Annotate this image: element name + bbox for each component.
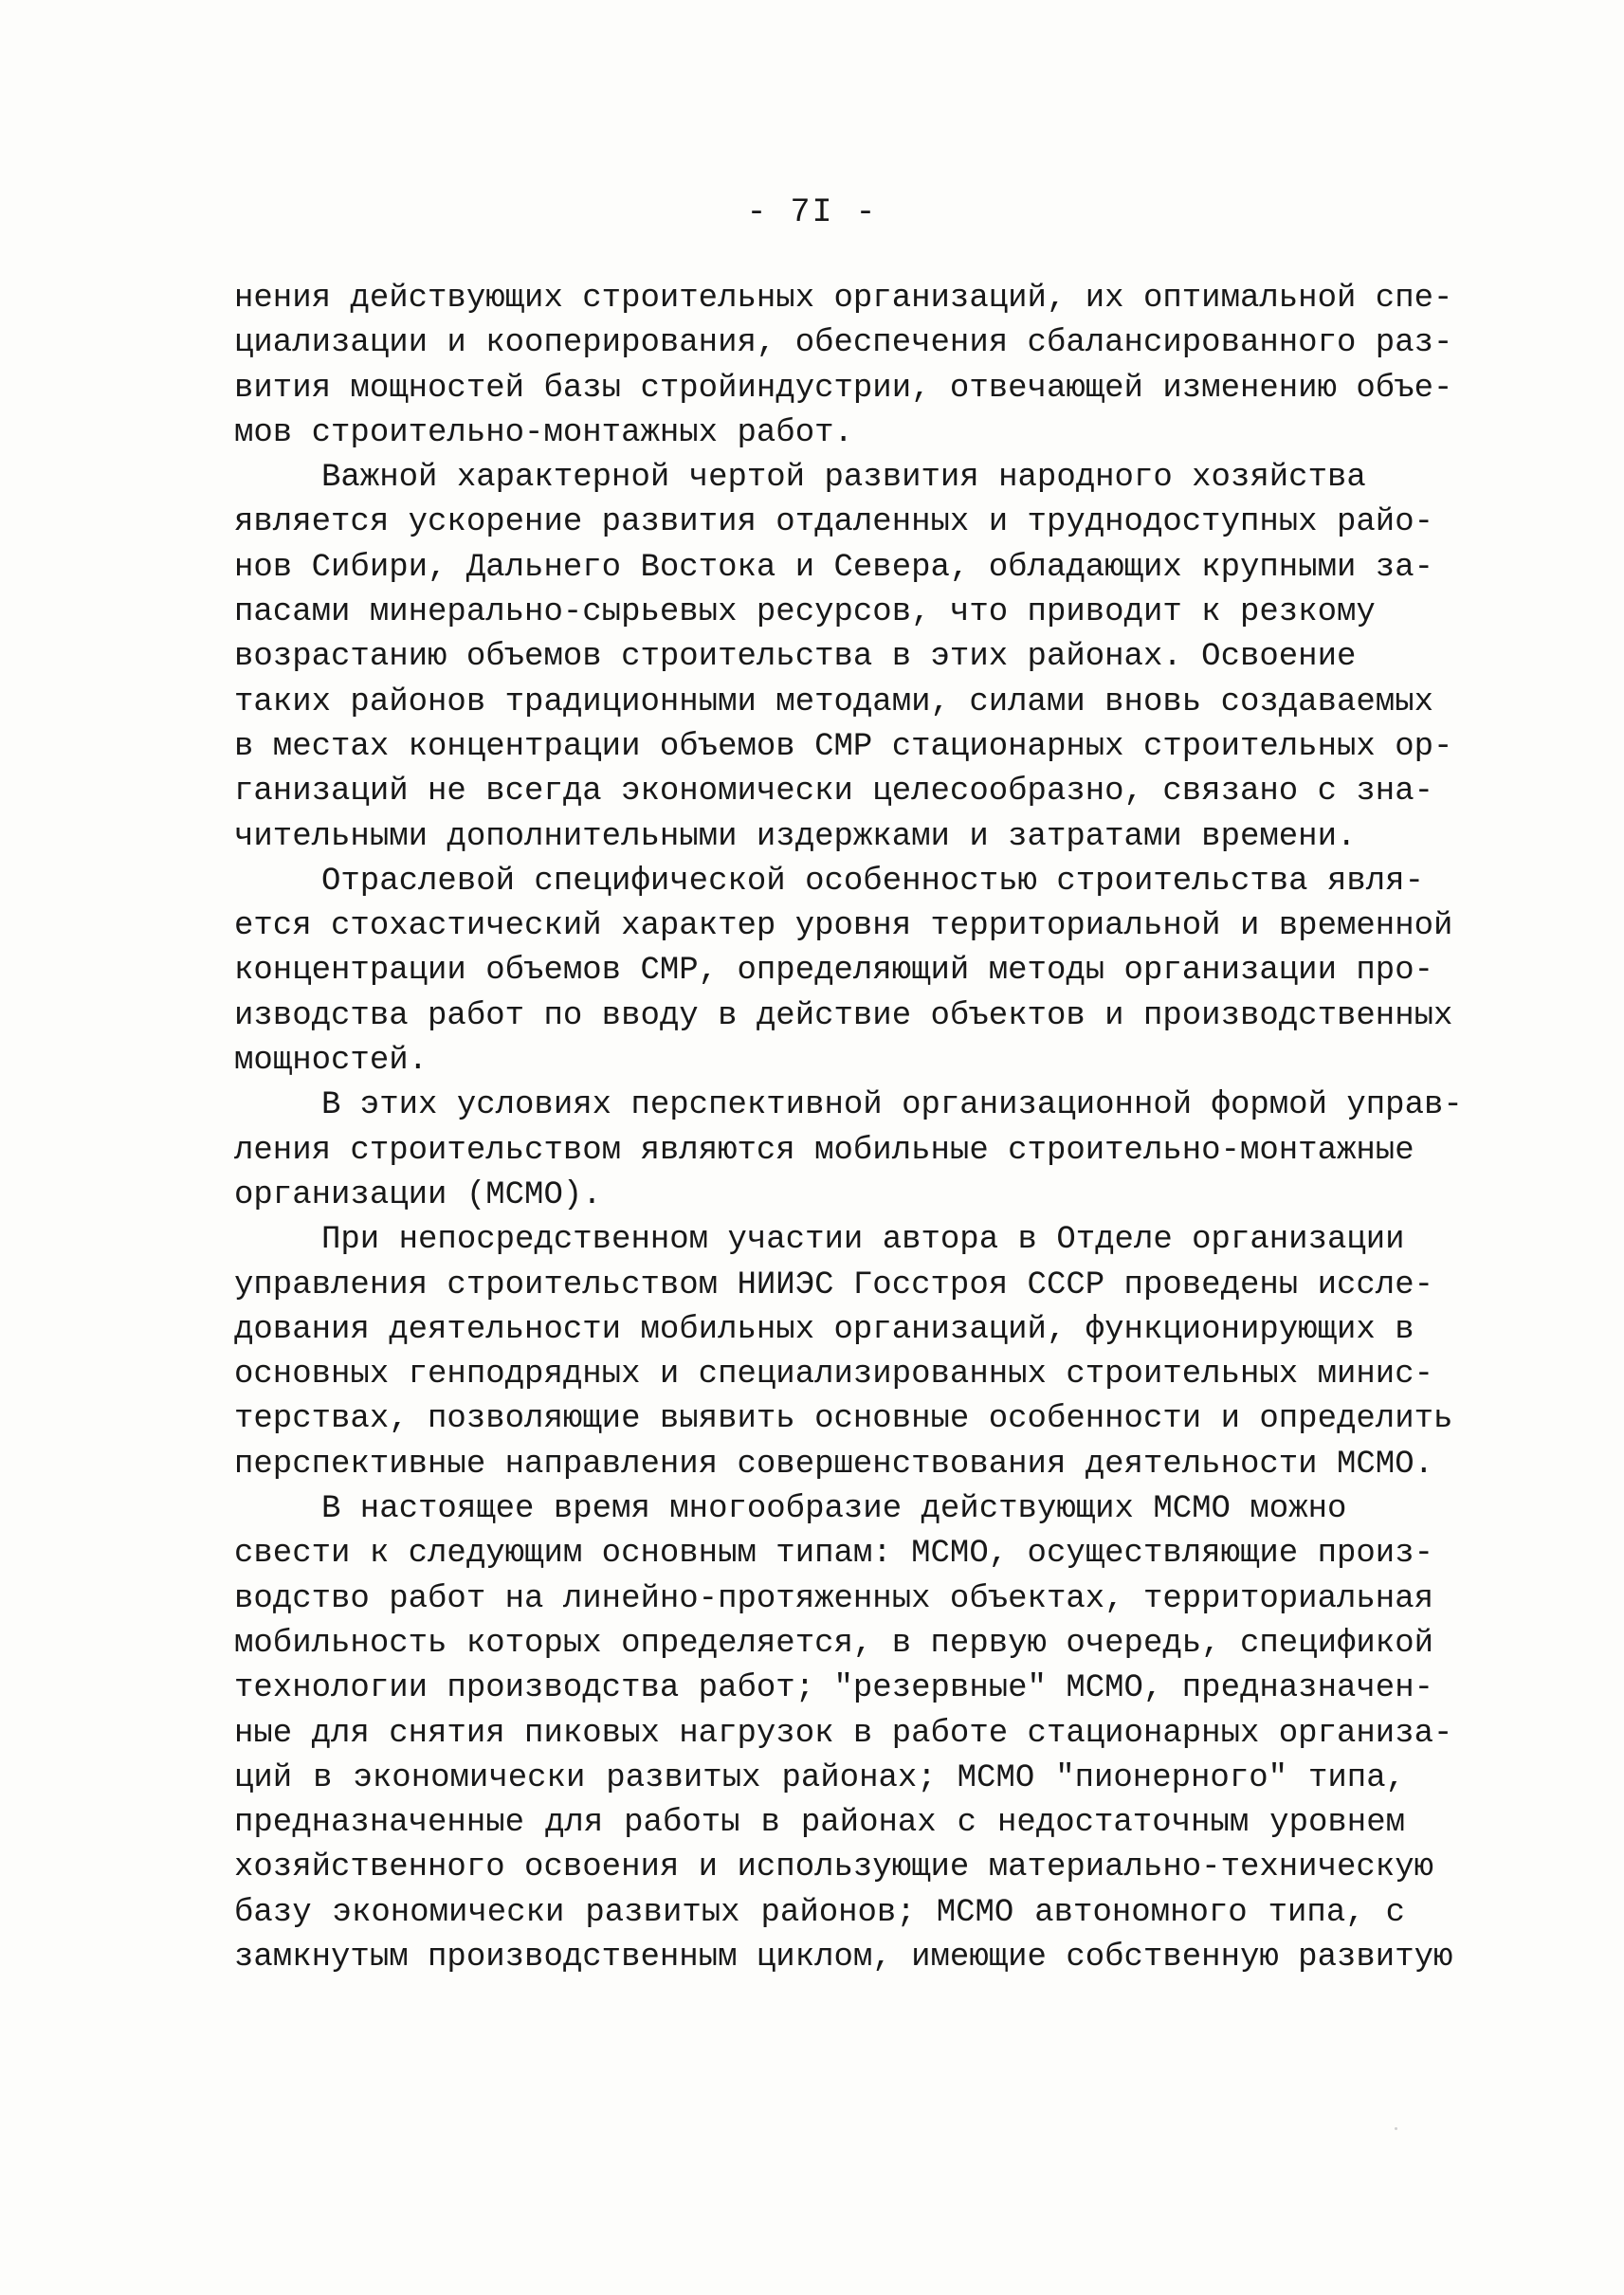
paragraph [234, 860, 1453, 1084]
text-line: мов строительно-монтажных работ. [234, 414, 853, 451]
text-line: ганизаций не всегда экономически целесообразно, связано с зна- [234, 774, 1434, 811]
text-line: базу экономически развитых районов; МСМО автономного типа, с [234, 1894, 1405, 1931]
text-line: пасами минерально-сырьевых ресурсов, что приводит к резкому [234, 594, 1376, 631]
text-line: В настоящее время многообразие действующих МСМО можно [321, 1491, 1347, 1528]
text-line: нов Сибири, Дальнего Востока и Севера, обладающих крупными за- [234, 549, 1434, 586]
text-line: вития мощностей базы стройиндустрии, отвечающей изменению объе- [234, 370, 1453, 407]
text-line: терствах, позволяющие выявить основные особенности и определить [234, 1401, 1453, 1438]
text-line: организации (МСМО). [234, 1176, 602, 1213]
text-line: нения действующих строительных организаций, их оптимальной спе- [234, 281, 1453, 317]
text-line: В этих условиях перспективной организационной формой управ- [321, 1087, 1463, 1124]
paragraph [234, 456, 1453, 860]
text-line: таких районов традиционными методами, силами вновь создаваемых [234, 683, 1434, 720]
text-line: замкнутым производственным циклом, имеющие собственную развитую [234, 1939, 1453, 1976]
text-line: При непосредственном участии автора в Отделе организации [321, 1222, 1405, 1259]
text-line: предназначенные для работы в районах с недостаточным уровнем [234, 1805, 1405, 1842]
text-line: перспективные направления совершенствования деятельности МСМО. [234, 1446, 1434, 1483]
text-line: ется стохастический характер уровня территориальной и временной [234, 908, 1453, 945]
text-line: ные для снятия пиковых нагрузок в работе стационарных организа- [234, 1715, 1453, 1752]
text-line: мобильность которых определяется, в первую очередь, спецификой [234, 1625, 1434, 1662]
paragraph [234, 1218, 1453, 1487]
paragraph [234, 1084, 1463, 1218]
text-line: возрастанию объемов строительства в этих районах. Освоение [234, 639, 1357, 676]
text-line: является ускорение развития отдаленных и труднодоступных райо- [234, 504, 1434, 541]
scan-speck [1395, 2127, 1397, 2130]
text-line: хозяйственного освоения и использующие материально-техническую [234, 1849, 1434, 1886]
body-text [234, 277, 1463, 1980]
text-line: изводства работ по вводу в действие объектов и производственных [234, 997, 1453, 1034]
text-line: свести к следующим основным типам: МСМО, осуществляющие произ- [234, 1536, 1434, 1573]
text-line: циализации и кооперирования, обеспечения сбалансированного раз- [234, 325, 1453, 362]
text-line: ления строительством являются мобильные строительно-монтажные [234, 1132, 1414, 1169]
paragraph [234, 277, 1453, 456]
text-line: технологии производства работ; "резервные" МСМО, предназначен- [234, 1670, 1434, 1707]
text-line: дования деятельности мобильных организаций, функционирующих в [234, 1311, 1414, 1348]
text-line: Отраслевой специфической особенностью строительства явля- [321, 863, 1424, 900]
page-number: - 7I - [746, 193, 878, 231]
text-line: управления строительством НИИЭС Госстроя СССР проведены иссле- [234, 1266, 1434, 1303]
text-line: в местах концентрации объемов СМР стационарных строительных ор- [234, 728, 1453, 765]
text-line: ций в экономически развитых районах; МСМО "пионерного" типа, [234, 1759, 1405, 1796]
text-line: основных генподрядных и специализированных строительных минис- [234, 1357, 1434, 1393]
paragraph [234, 1487, 1453, 1980]
text-line: Важной характерной чертой развития народного хозяйства [321, 460, 1366, 497]
text-line: концентрации объемов СМР, определяющий методы организации про- [234, 953, 1434, 990]
text-line: водство работ на линейно-протяженных объектах, территориальная [234, 1580, 1434, 1617]
text-line: мощностей. [234, 1043, 429, 1080]
text-line: чительными дополнительными издержками и затратами времени. [234, 818, 1357, 855]
